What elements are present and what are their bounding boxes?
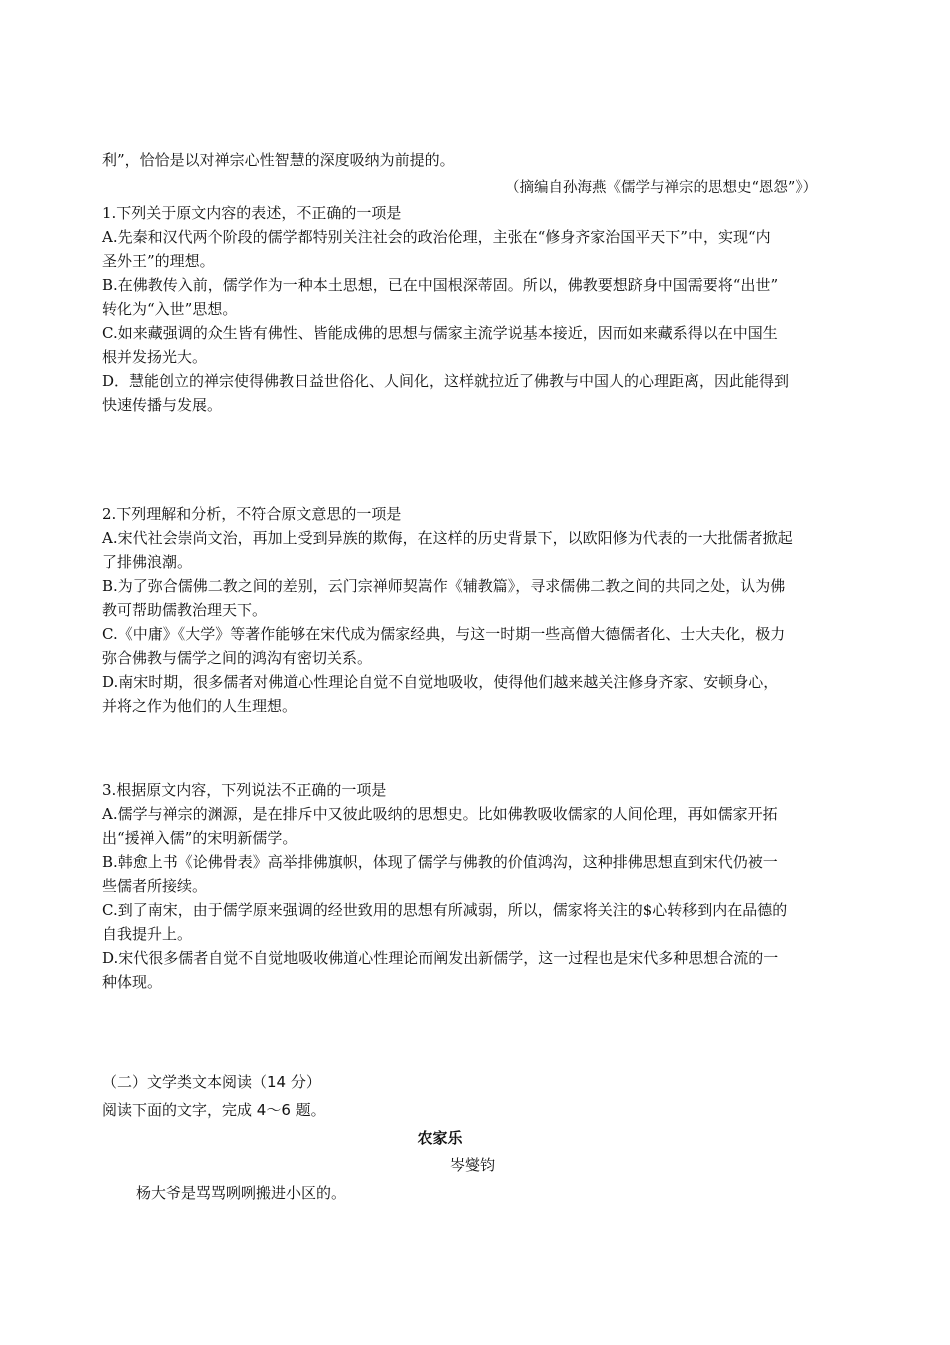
option-line: 自我提升上。 [102, 925, 193, 943]
option-line: 些儒者所接续。 [102, 877, 208, 895]
option-line: B.韩愈上书《论佛骨表》高举排佛旗帜，体现了儒学与佛教的价值鸿沟，这种排佛思想直到宋代仍被一 [102, 853, 778, 871]
option-line: D．慧能创立的禅宗使得佛教日益世俗化、人间化，这样就拉近了佛教与中国人的心理距离，因此能得到 [102, 372, 790, 390]
section-heading: （二）文学类文本阅读（14 分） [102, 1073, 321, 1091]
option-line: D.南宋时期，很多儒者对佛道心性理论自觉不自觉地吸收，使得他们越来越关注修身齐家、安顿身心， [102, 673, 779, 691]
option-line: 出“援禅入儒”的宋明新儒学。 [102, 829, 298, 847]
option-line: D.宋代很多儒者自觉不自觉地吸收佛道心性理论而阐发出新儒学，这一过程也是宋代多种思想合流的一 [102, 949, 779, 967]
option-line: 教可帮助儒教治理天下。 [102, 601, 268, 619]
intro-line: 利”，恰恰是以对禅宗心性智慧的深度吸纳为前提的。 [102, 151, 455, 169]
option-line: 快速传播与发展。 [102, 396, 223, 414]
option-line: B.为了弥合儒佛二教之间的差别，云门宗禅师契嵩作《辅教篇》，寻求儒佛二教之间的共同之处，认为佛 [102, 577, 786, 595]
option-line: 种体现。 [102, 973, 163, 991]
question-2 [102, 502, 862, 718]
question-stem: 1.下列关于原文内容的表述，不正确的一项是 [102, 204, 402, 222]
story-paragraph: 杨大爷是骂骂咧咧搬进小区的。 [136, 1184, 347, 1202]
option-line: A.先秦和汉代两个阶段的儒学都特别关注社会的政治伦理，主张在“修身齐家治国平天下”中，实现“内 [102, 228, 771, 246]
story-author: 岑燮钧 [450, 1156, 496, 1174]
question-stem: 3.根据原文内容，下列说法不正确的一项是 [102, 781, 387, 799]
option-line: 根并发扬光大。 [102, 348, 208, 366]
question-stem: 2.下列理解和分析，不符合原文意思的一项是 [102, 505, 402, 523]
option-line: 弥合佛教与儒学之间的鸿沟有密切关系。 [102, 649, 373, 667]
question-1 [102, 201, 862, 417]
option-line: B.在佛教传入前，儒学作为一种本土思想，已在中国根深蒂固。所以，佛教要想跻身中国需要将“出世” [102, 276, 779, 294]
option-line: C.《中庸》《大学》等著作能够在宋代成为儒家经典，与这一时期一些高僧大德儒者化、士大夫化，极力 [102, 625, 786, 643]
question-3 [102, 778, 862, 994]
option-line: C.如来藏强调的众生皆有佛性、皆能成佛的思想与儒家主流学说基本接近，因而如来藏系得以在中国生 [102, 324, 778, 342]
source-citation: （摘编自孙海燕《儒学与禅宗的思想史“恩怨”》） [505, 180, 818, 196]
option-line: 圣外王”的理想。 [102, 252, 215, 270]
option-line: A.儒学与禅宗的渊源，是在排斥中又彼此吸纳的思想史。比如佛教吸收儒家的人间伦理，再如儒家开拓 [102, 805, 778, 823]
option-line: C.到了南宋，由于儒学原来强调的经世致用的思想有所减弱，所以，儒家将关注的$心转移到内在品德的 [102, 901, 788, 919]
option-line: A.宋代社会崇尚文治，再加上受到异族的欺侮，在这样的历史背景下，以欧阳修为代表的一大批儒者掀起 [102, 529, 793, 547]
option-line: 并将之作为他们的人生理想。 [102, 697, 298, 715]
option-line: 了排佛浪潮。 [102, 553, 193, 571]
section-instruction: 阅读下面的文字，完成 4～6 题。 [102, 1101, 326, 1119]
option-line: 转化为“入世”思想。 [102, 300, 238, 318]
story-title: 农家乐 [417, 1129, 463, 1147]
